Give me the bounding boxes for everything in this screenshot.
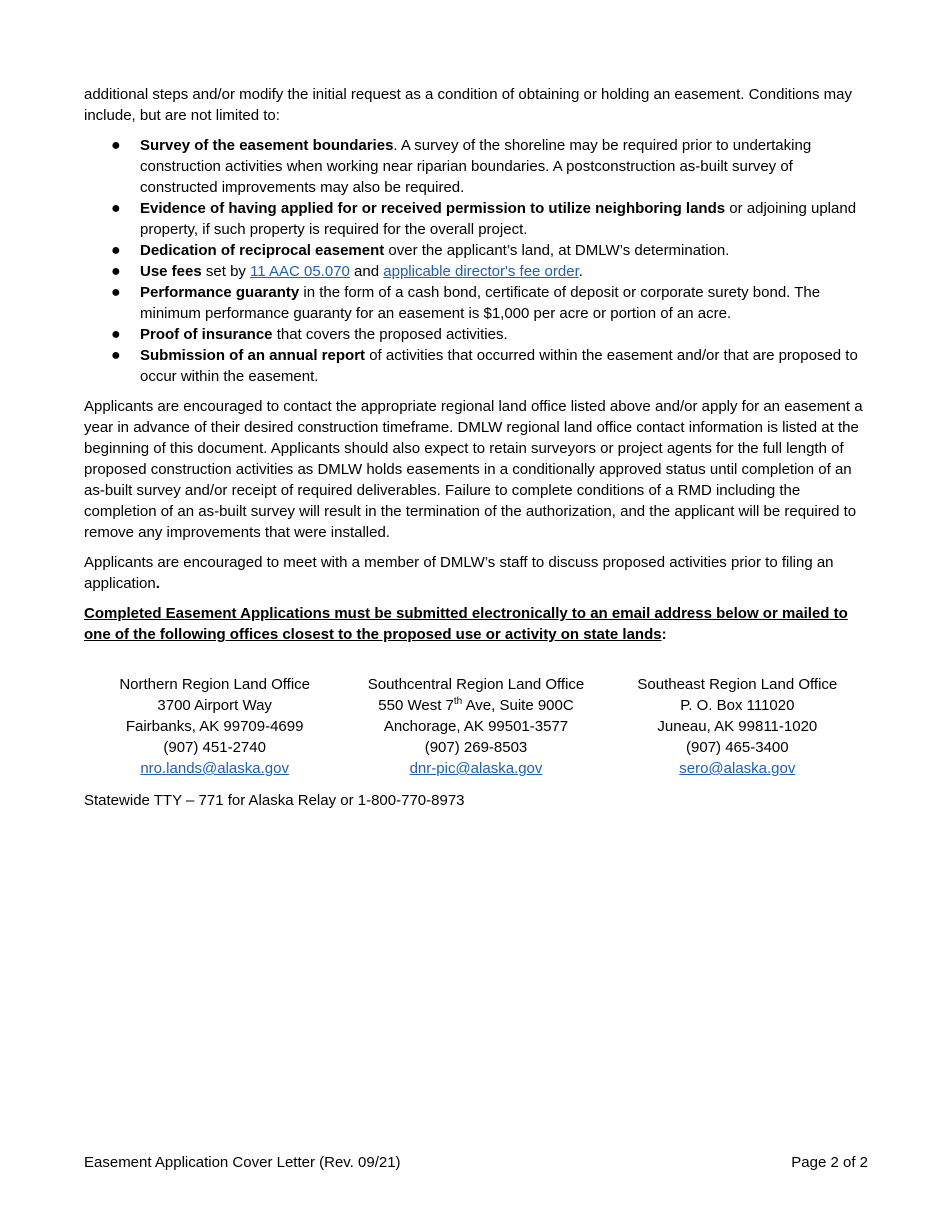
office-address: P. O. Box 111020	[680, 697, 795, 714]
office-email-link[interactable]: sero@alaska.gov	[679, 760, 796, 777]
office-email-link[interactable]: dnr-pic@alaska.gov	[409, 760, 543, 777]
list-item	[84, 261, 868, 282]
list-item	[84, 282, 868, 324]
condition-text: .	[578, 263, 583, 280]
meeting-text: Applicants are encouraged to meet with a member of DMLW’s staff to discuss proposed activities prior to filing an application	[84, 554, 834, 592]
conditions-list	[84, 135, 868, 387]
condition-text: that covers the proposed activities.	[272, 326, 508, 343]
condition-text: over the applicant’s land, at DMLW’s determination.	[384, 242, 730, 259]
page-footer	[84, 1152, 868, 1173]
office-name: Southcentral Region Land Office	[367, 676, 585, 693]
tty-line: Statewide TTY – 771 for Alaska Relay or 1-800-770-8973	[84, 792, 465, 809]
footer-document-title: Easement Application Cover Letter (Rev. 09/21)	[84, 1154, 401, 1171]
bullet-icon: ●	[111, 137, 121, 154]
office-address-suite: Ave, Suite 900C	[462, 697, 574, 714]
meeting-period: .	[155, 575, 160, 592]
condition-text: in the form of a cash bond, certificate of deposit or corporate surety bond. The minimum performance guaranty for an easement is $1,000 per acre or portion of an acre.	[140, 284, 821, 322]
condition-text: set by	[201, 263, 251, 280]
office-address-ordinal: th	[453, 696, 463, 707]
office-list	[84, 674, 868, 779]
office-name: Southeast Region Land Office	[637, 676, 838, 693]
list-item	[84, 198, 868, 240]
condition-title: Performance guaranty	[140, 284, 300, 301]
condition-title: Proof of insurance	[140, 326, 273, 343]
office-phone: (907) 269-8503	[424, 739, 528, 756]
condition-text: and	[349, 263, 384, 280]
office-phone: (907) 451-2740	[163, 739, 266, 756]
submission-heading	[84, 603, 868, 645]
office-phone: (907) 465-3400	[686, 739, 789, 756]
bullet-icon: ●	[111, 284, 121, 301]
list-item	[84, 240, 868, 261]
condition-title: Evidence of having applied for or received permission to utilize neighboring lands	[140, 200, 726, 217]
condition-text: or adjoining upland property, if such property is required for the overall project.	[140, 200, 857, 238]
office-email-link[interactable]: nro.lands@alaska.gov	[140, 760, 289, 777]
office-name: Northern Region Land Office	[119, 676, 310, 693]
office-northern	[84, 674, 345, 779]
footer-page-number: Page 2 of 2	[791, 1154, 868, 1171]
meeting-paragraph	[84, 552, 868, 594]
bullet-icon: ●	[111, 242, 121, 259]
condition-title: Survey of the easement boundaries	[140, 137, 394, 154]
office-southeast	[607, 674, 868, 779]
contact-advice-paragraph: Applicants are encouraged to contact the appropriate regional land office listed above and/or apply for an easement a year in advance of their desired construction timeframe. DMLW regional land office contact information is listed at the beginning of this document. Applicants should also expect to retain surveyors or project agents for the full length of proposed construction activities as DMLW holds easements in a conditionally approved status until completion of an as-built survey and/or receipt of required deliverables. Failure to complete conditions of a RMD including the completion of an as-built survey will result in the termination of the authorization, and the applicant will be required to remove any improvements that were installed.	[84, 398, 863, 541]
bullet-icon: ●	[111, 347, 121, 364]
list-item	[84, 345, 868, 387]
bullet-icon: ●	[111, 200, 121, 217]
office-southcentral	[345, 674, 606, 779]
condition-text: . A survey of the shoreline may be required prior to undertaking construction activities when working near riparian boundaries. A postconstruction as-built survey of constructed improvements may also be required.	[140, 137, 812, 196]
office-city: Anchorage, AK 99501-3577	[383, 718, 569, 735]
list-item	[84, 135, 868, 198]
office-address-street: 550 West 7	[378, 697, 454, 714]
bullet-icon: ●	[111, 326, 121, 343]
office-city: Juneau, AK 99811-1020	[657, 718, 818, 735]
intro-paragraph: additional steps and/or modify the initial request as a condition of obtaining or holding an easement. Conditions may include, but are not limited to:	[84, 86, 852, 124]
bullet-icon: ●	[111, 263, 121, 280]
condition-title: Submission of an annual report	[140, 347, 366, 364]
submission-heading-colon: :	[661, 626, 667, 643]
condition-title: Dedication of reciprocal easement	[140, 242, 385, 259]
submission-heading-text: Completed Easement Applications must be submitted electronically to an email address below or mailed to one of the following offices closest to the proposed use or activity on state lands	[84, 605, 848, 643]
condition-title: Use fees	[140, 263, 202, 280]
document-body	[84, 84, 868, 811]
office-city: Fairbanks, AK 99709-4699	[125, 718, 304, 735]
fee-order-link[interactable]: applicable director's fee order	[383, 263, 579, 280]
office-address	[345, 695, 606, 716]
list-item	[84, 324, 868, 345]
condition-text: of activities that occurred within the easement and/or that are proposed to occur within the easement.	[140, 347, 858, 385]
office-address: 3700 Airport Way	[157, 697, 272, 714]
regulation-link[interactable]: 11 AAC 05.070	[250, 263, 350, 280]
